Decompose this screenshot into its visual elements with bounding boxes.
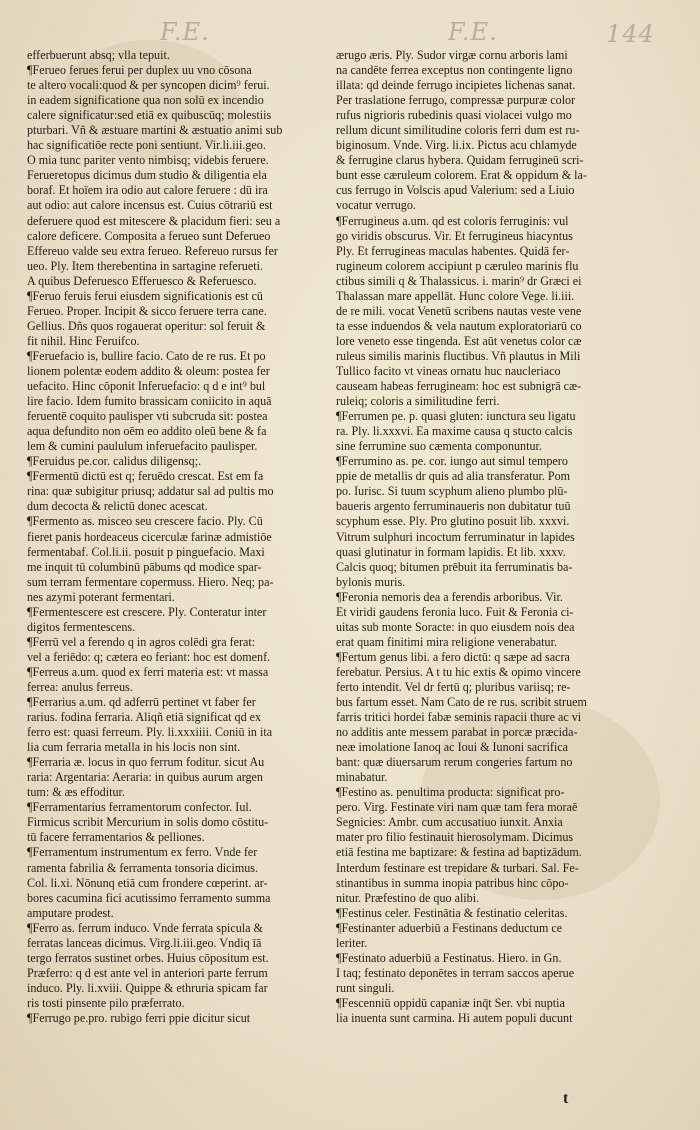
text-line: ¶Ferrarius a.um. qd adferrū pertinet vt faber fer [27,695,256,710]
text-line: ueo. Ply. Item therebentina in sartagine referueti. [27,258,263,273]
text-line: fit nihil. Hinc Feruifco. [27,333,140,348]
text-line: & ferrugine clarus hybera. Quidam ferrugineū scri- [336,153,584,168]
text-line: ¶Feruidus pe.cor. calidus diligensq;. [27,454,202,469]
text-line: bylonis muris. [336,574,406,589]
text-line: Col. li.xi. Nōnunq etiā cum frondere cœperint. ar- [27,875,268,890]
text-line: ferro est: quasi ferreum. Ply. li.xxxiiii. Coniū in ita [27,725,273,740]
text-line: Præferro: q d est ante vel in anteriori parte ferrum [27,965,268,980]
text-line: Per traslatione ferrugo, compressæ purpuræ color [336,93,576,108]
text-line: ¶Feronia nemoris dea a ferendis arboribus. Vir. [336,589,563,604]
text-line: ferebatur. Persius. A t tu hic extis & opimo vincere [336,664,581,679]
text-line: lire facio. Idem fumito brassicam coniicito in aquā [27,394,272,409]
text-line: Interdum festinare est trepidare & turbari. Sal. Fe- [336,860,579,875]
text-line: farris tritici hordei fabæ seminis rapacii thure ac vi [336,710,582,725]
text-line: ¶Ferreus a.um. quod ex ferri materia est: vt massa [27,664,269,679]
text-line: ¶Festinato aduerbiū a Festinatus. Hiero. in Gn. [336,950,562,965]
text-line: digitos fermentescens. [27,619,136,634]
text-line: etiā festina me baptizare: & festina ad baptizādum. [336,845,582,860]
text-line: leriter. [336,935,368,950]
text-line: ruleiq; coloris a similitudine ferri. [336,394,500,409]
text-line: Gellius. Dñs quos rogauerat operitur: sol feruit & [27,318,266,333]
text-line: ¶Fermentū dictū est q; feruēdo crescat. Est em fa [27,469,264,484]
text-line: calere significatur:sed etiā ex quibuscūq; molestiis [27,108,272,123]
text-line: ctibus simili q & Thalassicus. i. marin⁹ dr Græci ei [336,273,582,288]
text-line: stinantibus in summa inopia patribus hinc cōpo- [336,875,569,890]
text-line: uitas sub monte Soracte: in quo eiusdem nois dea [336,619,575,634]
text-line: bus fartum esset. Nam Cato de re rus. scribit struem [336,695,587,710]
text-line: in eadem significatione qua non solū ex incendio [27,93,264,108]
text-line: ris tosti pinsente pilo præferrato. [27,995,185,1010]
text-line: po. Iurisc. Si tuum scyphum alieno plumbo plū- [336,484,568,499]
text-line: bunt esse cæruleum colorem. Erat & oppidum & la- [336,168,587,183]
handwritten-mark-left: F.E. [160,18,210,46]
text-line: ferratas lanceas dicimus. Virg.li.iii.geo. Vndiq īā [27,935,262,950]
text-line: efferbuerunt absq; vlla tepuit. [27,48,170,62]
text-line: na candēte ferrea exceptus non contingente ligno [336,63,573,78]
right-text-column [336,48,632,1026]
text-line: nes azymi poterant fermentari. [27,589,175,604]
text-line: sum terram fermentare copermuss. Hiero. Neq; pa- [27,574,274,589]
text-line: go viridis obscurus. Vir. Et ferrugineus hiacyntus [336,228,573,243]
text-line: Firmicus scribit Mercurium in solis domo cōstitu- [27,815,269,830]
text-line: ruleus similis marinis fluctibus. Vñ plautus in Mili [336,348,581,363]
text-line: aut odio: aut calore incensus est. Cuius cōtrariū est [27,198,273,213]
text-line: Segnicies: Ambr. cum accusatiuo iunxit. Anxia [336,815,563,830]
text-line: ¶Feruo feruis ferui eiusdem significationis est cū [27,288,263,303]
text-line: me inquit tū columbinū pābums qd modice spar- [27,559,262,574]
text-line: lem & cumini paululum inferuefacito paulisper. [27,439,258,454]
folio-number: 144 [606,20,655,48]
text-line: te altero vocali:quod & per syncopen dicim⁹ ferui. [27,78,270,93]
text-line: uefacito. Hinc cōponit Inferuefacio: q d e int⁹ bul [27,379,266,394]
text-line: ¶Ferrū vel a ferendo q in agros colēdi gra ferat: [27,634,256,649]
text-line: deferuere quod est mitescere & placidum fieri: seu a [27,213,281,228]
text-line: baueris argento ferruminaueris non dubitatur tuū [336,499,571,514]
text-line: tum: & æs effoditur. [27,785,125,800]
text-line: lia cum ferraria metalla in his locis non sint. [27,740,241,755]
text-line: no additis ante messem parabat in porcæ præcida- [336,725,578,740]
text-line: cus ferrugo in Volscis apud Valerium: sed a Liuio [336,183,575,198]
text-line: sine ferrumine suo cæmenta componuntur. [336,439,542,454]
text-line: quasi glutinatur in formam lapidis. Et lib. xxxv. [336,544,566,559]
text-line: O mia tunc pariter vento nimbisq; videbis feruere. [27,153,269,168]
text-line: boraf. Et hoīem ira odio aut calore feruere : dū ira [27,183,268,198]
text-line: pturbari. Vñ & æstuare martini & æstuatio animi sub [27,123,283,138]
text-line: rugineum colorem accipiunt p cæruleo marinis flu [336,258,579,273]
text-line: tergo ferratos sustinet orbes. Huius cōpositum est. [27,950,269,965]
left-text-column [27,48,323,1026]
text-line: bant: quæ diuersarum rerum congeries fartum no [336,755,573,770]
text-line: Ferueretopus dicimus dum studio & diligentia ela [27,168,267,183]
text-line: Effereuo valde seu extra ferueo. Refereuo rursus fer [27,243,278,258]
text-line: ærugo æris. Ply. Sudor virgæ cornu arboris lami [336,48,568,62]
text-line: calore deficere. Composita a ferueo sunt Deferueo [27,228,271,243]
text-line: ferrea: anulus ferreus. [27,679,133,694]
text-line: pero. Virg. Festinate viri nam quæ tam fera moraē [336,800,578,815]
text-line: Ferueo. Proper. Incipit & sicco feruere terra cane. [27,303,267,318]
text-line: ¶Feruefacio is, bullire facio. Cato de re rus. Et po [27,348,266,363]
text-line: ¶Festino as. penultima producta: significat pro- [336,785,565,800]
text-line: ¶Ferrugo pe.pro. rubigo ferri ppie dicitur sicut [27,1011,251,1025]
text-line: Ply. Et ferrugineas maculas habentes. Quidā fer- [336,243,570,258]
text-line: runt singuli. [336,980,395,995]
text-line: lore veneto esse tingenda. Est aūt venetus color cæ [336,333,582,348]
text-line: A quibus Deferuesco Efferuesco & Referuesco. [27,273,257,288]
text-line: ¶Ferrumen pe. p. quasi gluten: iunctura seu ligatu [336,409,576,424]
handwritten-mark-right: F.E. [448,18,498,46]
text-line: induco. Ply. li.xviii. Quippe & ethruria spicam far [27,980,268,995]
text-line: ¶Ferrumino as. pe. cor. iungo aut simul tempero [336,454,568,469]
text-line: ¶Fescenniū oppidū capaniæ inq̄t Ser. vbi nuptia [336,995,565,1010]
text-line: vocatur verrugo. [336,198,416,213]
text-line: Thalassan mare appellāt. Hunc colore Vege. li.iii. [336,288,575,303]
text-line: fieret panis hordeaceus cicerculæ farinæ admistiōe [27,529,272,544]
text-line: lionem polentæ eodem addito & oleum: postea fer [27,363,270,378]
text-line: ¶Ferraria æ. locus in quo ferrum foditur. sicut Au [27,755,265,770]
text-line: nitur. Præfestino de quo alibi. [336,890,480,905]
text-line: aqua defundito non oēm eo addito oleū bene & fa [27,424,267,439]
text-line: fermentabaf. Col.li.ii. posuit p pinguefacio. Maxi [27,544,265,559]
text-line: rina: quæ subigitur priusq; addatur sal ad pultis mo [27,484,274,499]
text-line: feruentē coquito paulisper vti subcruda sit: postea [27,409,268,424]
text-line: ¶Ferramentum instrumentum ex ferro. Vnde fer [27,845,258,860]
text-line: erat quam finitimi mira religione venerabatur. [336,634,557,649]
text-line: scyphum esse. Ply. Pro glutino posuit lib. xxxvi. [336,514,570,529]
text-line: de re mili. vocat Venetū scribens nautas veste vene [336,303,582,318]
text-line: amputare prodest. [27,905,114,920]
text-line: ra. Ply. li.xxxvi. Ea maxime causa q stucto calcis [336,424,573,439]
text-line: ramenta fabrilia & ferramenta tonsoria dicimus. [27,860,259,875]
text-line: bores cacumina fici acutissimo ferramento summa [27,890,271,905]
text-line: ¶Festinus celer. Festinātia & festinatio celeritas. [336,905,568,920]
text-line: Vitrum sulphuri incoctum ferruminatur in lapides [336,529,575,544]
text-line: neæ imolatione Ianoq ac Ioui & Iunoni sacrifica [336,740,569,755]
text-line: causeam habeas ferrugineam: hoc est subnigrā cæ- [336,379,582,394]
text-line: ¶Ferro as. ferrum induco. Vnde ferrata spicula & [27,920,263,935]
text-line: raria: Argentaria: Aeraria: in quibus aurum argen [27,770,263,785]
text-line: mater pro filio festinauit hierosolymam. Dicimus [336,830,574,845]
text-line: rarius. fodina ferraria. Aliqñ etiā significat qd ex [27,710,262,725]
text-line: ferto intendit. Vel dr fertū q; pluribus variisq; re- [336,679,571,694]
text-line: lia inuenta sunt carmina. Hi autem populi ducunt [336,1011,573,1025]
text-line: ¶Fermentescere est crescere. Ply. Conteratur inter [27,604,267,619]
text-line: rellum dicunt similitudine coloris ferri dum est ru- [336,123,580,138]
text-line: ¶Ferueo ferues ferui per duplex uu vno cōsona [27,63,252,78]
text-line: ¶Festinanter aduerbiū a Festinans deductum ce [336,920,563,935]
text-line: ppie de metallis dr quis ad alia transferatur. Pom [336,469,571,484]
text-line: dum decocta & relictū donec acescat. [27,499,208,514]
text-line: ¶Ferrugineus a.um. qd est coloris ferruginis: vul [336,213,569,228]
text-line: minabatur. [336,770,388,785]
text-line: Tullico facito vt vineas ornatu huc naucleriaco [336,363,561,378]
text-line: ta esse induendos & vela nautum exploratoriarū co [336,318,582,333]
signature-mark: t [563,1090,569,1107]
text-line: hac significatiōe recte poni sentiunt. Vir.li.iii.geo. [27,138,266,153]
text-line: ¶Fertum genus libi. a fero dictū: q sæpe ad sacra [336,649,570,664]
text-line: illata: qd deinde ferrugo incipietes lichenas sanat. [336,78,576,93]
text-line: vel a feriēdo: q; cætera eo feriant: hoc est domenf. [27,649,271,664]
text-line: tū facere ferramentarios & pelliones. [27,830,205,845]
text-line: Calcis quoq; bitumen prēbuit ita ferruminatis ba- [336,559,573,574]
text-line: rufus nigrioris rubedinis quasi violacei vulgo mo [336,108,572,123]
text-line: I taq; festinato deponētes in terram saccos aperue [336,965,575,980]
text-line: ¶Ferramentarius ferramentorum confector. Iul. [27,800,252,815]
text-line: ¶Fermento as. misceo seu crescere facio. Ply. Cū [27,514,263,529]
text-line: biginosum. Vnde. Virg. li.ix. Pictus acu chlamyde [336,138,577,153]
text-line: Et viridi gaudens feronia luco. Fuit & Feronia ci- [336,604,574,619]
